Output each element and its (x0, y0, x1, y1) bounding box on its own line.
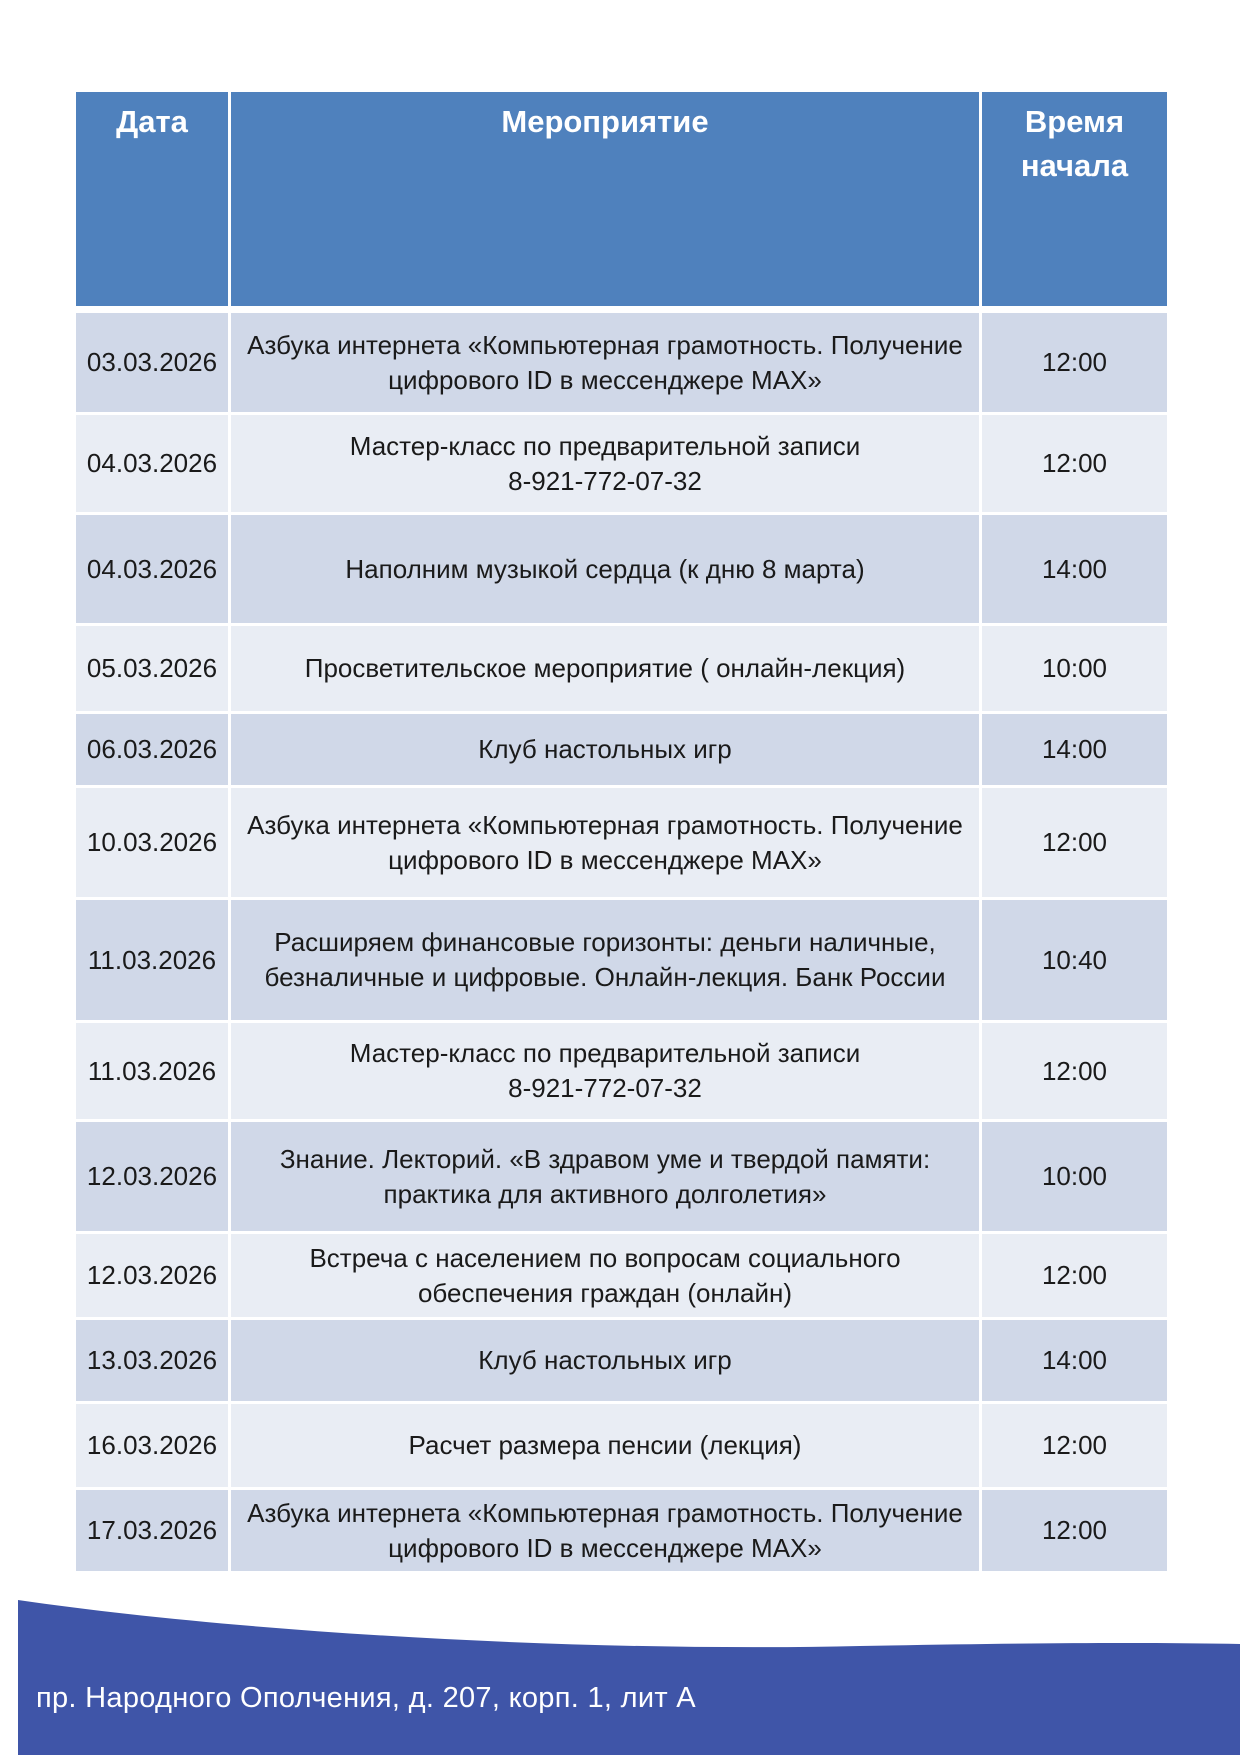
row-event: Клуб настольных игр (230, 1319, 981, 1403)
row-event (230, 787, 981, 899)
schedule-table (73, 89, 1170, 1574)
row-event-line2: практика для активного долголетия» (383, 1178, 827, 1209)
row-event-line1: Азбука интернета «Компьютерная грамотность. Получение (247, 809, 963, 840)
row-date: 05.03.2026 (75, 625, 230, 713)
row-event-line2: 8-921-772-07-32 (508, 1073, 702, 1103)
table-row (75, 899, 1169, 1022)
header-time-line2: начала (1020, 148, 1129, 183)
table-row (75, 514, 1169, 625)
table-row (75, 1489, 1169, 1573)
table-row (75, 713, 1169, 787)
header-date: Дата (75, 91, 230, 310)
table-header-row (75, 91, 1169, 310)
row-event (230, 310, 981, 414)
row-date: 11.03.2026 (75, 1022, 230, 1121)
row-time: 12:00 (981, 1489, 1169, 1573)
table-row (75, 1319, 1169, 1403)
row-date: 13.03.2026 (75, 1319, 230, 1403)
table-row (75, 1233, 1169, 1319)
row-time: 12:00 (981, 1233, 1169, 1319)
footer-address: пр. Народного Ополчения, д. 207, корп. 1, лит А (36, 1682, 696, 1714)
row-event (230, 1121, 981, 1233)
row-date: 17.03.2026 (75, 1489, 230, 1573)
row-date: 11.03.2026 (75, 899, 230, 1022)
row-event-line1: Знание. Лекторий. «В здравом уме и твердой памяти: (279, 1143, 931, 1174)
row-date: 10.03.2026 (75, 787, 230, 899)
footer-banner (0, 1590, 1240, 1755)
footer-wave-shape (0, 1590, 1240, 1755)
row-time: 10:00 (981, 625, 1169, 713)
row-event (230, 1489, 981, 1573)
row-time: 10:00 (981, 1121, 1169, 1233)
row-date: 04.03.2026 (75, 514, 230, 625)
row-time: 14:00 (981, 514, 1169, 625)
row-event-line2: 8-921-772-07-32 (508, 465, 702, 496)
row-event-line2: цифрового ID в мессенджере MAX» (388, 1532, 822, 1563)
row-event-line1: Азбука интернета «Компьютерная грамотность. Получение (247, 329, 963, 360)
row-event-line1: Расширяем финансовые горизонты: деньги наличные, (274, 927, 936, 957)
table-row (75, 1121, 1169, 1233)
table-row (75, 414, 1169, 514)
table-row (75, 1403, 1169, 1489)
row-date: 16.03.2026 (75, 1403, 230, 1489)
row-date: 04.03.2026 (75, 414, 230, 514)
row-time: 12:00 (981, 1022, 1169, 1121)
row-event-line2: цифрового ID в мессенджере MAX» (388, 364, 822, 395)
row-time: 12:00 (981, 787, 1169, 899)
row-time: 10:40 (981, 899, 1169, 1022)
row-event-line1: Встреча с населением по вопросам социального (309, 1242, 901, 1273)
row-time: 12:00 (981, 1403, 1169, 1489)
row-event-line2: безналичные и цифровые. Онлайн-лекция. Банк России (264, 962, 946, 992)
header-event: Мероприятие (230, 91, 981, 310)
row-event (230, 1233, 981, 1319)
row-event-line2: цифрового ID в мессенджере MAX» (388, 844, 822, 875)
row-event: Наполним музыкой сердца (к дню 8 марта) (230, 514, 981, 625)
table-row (75, 787, 1169, 899)
row-event: Просветительское мероприятие ( онлайн-лекция) (230, 625, 981, 713)
row-event (230, 1022, 981, 1121)
row-date: 12.03.2026 (75, 1233, 230, 1319)
header-time-line1: Время (1024, 104, 1125, 139)
row-time: 14:00 (981, 713, 1169, 787)
row-event (230, 414, 981, 514)
row-time: 12:00 (981, 414, 1169, 514)
header-time (981, 91, 1169, 310)
row-event-line2: обеспечения граждан (онлайн) (417, 1277, 793, 1308)
table-row (75, 625, 1169, 713)
table-row (75, 310, 1169, 414)
row-event-line1: Мастер-класс по предварительной записи (349, 1038, 861, 1068)
row-event-line1: Мастер-класс по предварительной записи (349, 430, 861, 461)
row-time: 12:00 (981, 310, 1169, 414)
row-date: 03.03.2026 (75, 310, 230, 414)
row-event: Клуб настольных игр (230, 713, 981, 787)
row-date: 06.03.2026 (75, 713, 230, 787)
row-date: 12.03.2026 (75, 1121, 230, 1233)
row-time: 14:00 (981, 1319, 1169, 1403)
row-event: Расчет размера пенсии (лекция) (230, 1403, 981, 1489)
row-event (230, 899, 981, 1022)
table-row (75, 1022, 1169, 1121)
row-event-line1: Азбука интернета «Компьютерная грамотность. Получение (247, 1497, 963, 1528)
